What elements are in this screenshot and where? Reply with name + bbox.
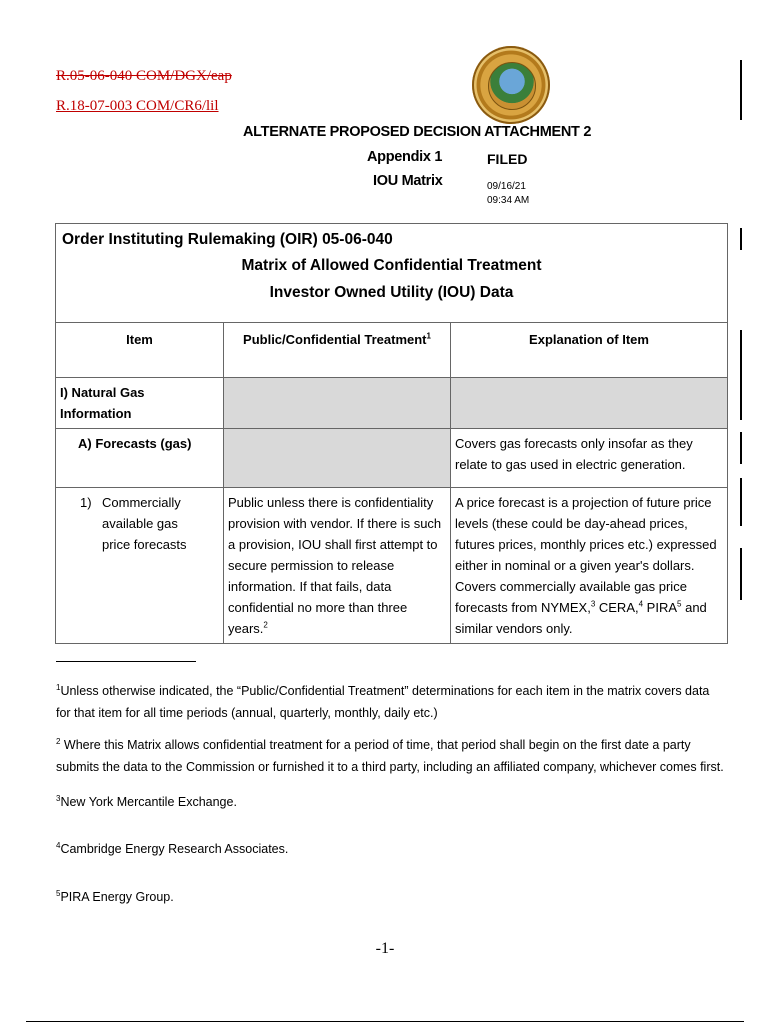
item-label: Commercially available gas price forecasts — [102, 495, 187, 552]
page-number: -1- — [375, 940, 395, 957]
change-bar — [740, 548, 742, 600]
footnote-5: $^5$PIRA Energy Group. — [56, 888, 174, 904]
docket-number: R.18-07-003 COM/CR6/lil — [56, 98, 219, 114]
item-number: 1) — [80, 495, 92, 510]
section-natural-gas: I) Natural Gas Information — [56, 378, 224, 429]
subsection-explanation: Covers gas forecasts only insofar as they relate to gas used in electric generation. — [451, 429, 728, 488]
footnote-1: $^1$Unless otherwise indicated, the “Public/Confidential Treatment” determinations for each item in the matrix covers data for that item for all time periods (annual, quarterly, monthly, daily etc.) — [56, 682, 710, 720]
footnote-4: $^4$Cambridge Energy Research Associates. — [56, 840, 289, 856]
filed-time: 09:34 AM — [487, 195, 530, 206]
appendix-label: Appendix 1 — [367, 149, 443, 165]
document-title: ALTERNATE PROPOSED DECISION ATTACHMENT 2 — [243, 124, 592, 140]
item-treatment: Public unless there is confidentiality provision with vendor. If there is such a provision, IOU shall first attempt to secure permission to release information. If that fails, data confidential no more than three years.$^2$ — [224, 488, 451, 644]
matrix-title: Matrix of Allowed Confidential Treatment — [241, 257, 542, 274]
column-header-explanation: Explanation of Item — [451, 323, 728, 378]
column-header-treatment: Public/Confidential Treatment$^1$ — [224, 323, 451, 378]
change-bar — [740, 478, 742, 526]
footnote-ref: 2 — [263, 620, 268, 630]
section-treatment-cell — [224, 378, 451, 429]
section-explanation-cell — [451, 378, 728, 429]
footnote-2: $^2$ Where this Matrix allows confidential treatment for a period of time, that period shall begin on the first date a party submits the data to the Commission or furnished it to a third party, including an affiliated company, whichever comes first. — [56, 736, 724, 774]
matrix-title-cell — [56, 224, 728, 323]
filed-stamp: FILED — [487, 151, 528, 167]
footnote-ref: 1 — [426, 331, 431, 341]
cpuc-seal-icon — [472, 46, 550, 124]
footnote-divider — [56, 661, 196, 662]
change-bar — [740, 330, 742, 420]
subsection-treatment-cell — [224, 429, 451, 488]
column-header-item: Item — [56, 323, 224, 378]
subsection-forecasts-gas: A) Forecasts (gas) — [56, 429, 224, 488]
footnote-3: $^3$New York Mercantile Exchange. — [56, 793, 237, 809]
iou-data-title: Investor Owned Utility (IOU) Data — [269, 284, 514, 301]
confidentiality-matrix-table — [55, 223, 728, 644]
oir-title: Order Instituting Rulemaking (OIR) 05-06-040 — [62, 231, 393, 248]
item-commercial-gas-forecasts — [56, 488, 224, 644]
change-bar — [740, 228, 742, 250]
matrix-subtitle: IOU Matrix — [373, 173, 443, 189]
change-bar — [740, 432, 742, 464]
page-bottom-rule — [26, 1021, 744, 1022]
item-explanation: A price forecast is a projection of future price levels (these could be day-ahead prices, futures prices, monthly prices etc.) expressed either in nominal or a given year's dollars. Covers commercially available gas price forecasts from NYMEX,$^3$ CERA,$^4$ PIRA$^5$ and similar vendors only. — [451, 488, 728, 644]
struck-docket-number: R.05-06-040 COM/DGX/eap — [56, 68, 232, 84]
filed-date: 09/16/21 — [487, 181, 526, 192]
change-bar — [740, 60, 742, 120]
